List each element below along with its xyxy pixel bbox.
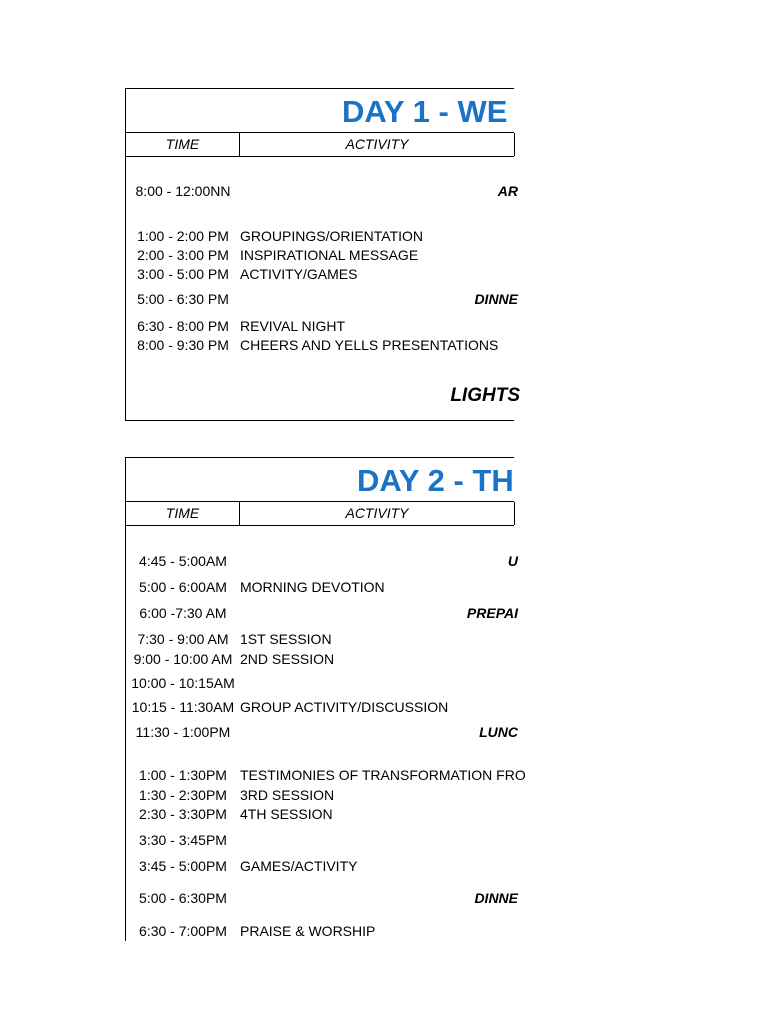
row-time: 8:00 - 9:30 PM bbox=[137, 337, 229, 353]
schedule-row bbox=[126, 890, 518, 908]
row-time: 3:00 - 5:00 PM bbox=[137, 266, 229, 282]
activity-header: ACTIVITY bbox=[240, 133, 515, 156]
schedule-row bbox=[126, 832, 514, 850]
schedule-row bbox=[126, 228, 514, 246]
row-time: 1:00 - 1:30PM bbox=[139, 767, 227, 783]
row-time: 10:00 - 10:15AM bbox=[131, 675, 235, 691]
row-time: 7:30 - 9:00 AM bbox=[137, 631, 229, 647]
schedule-row bbox=[126, 291, 518, 309]
activity-header: ACTIVITY bbox=[240, 502, 515, 525]
row-activity: ACTIVITY/GAMES bbox=[240, 266, 358, 282]
row-activity: MORNING DEVOTION bbox=[240, 579, 385, 595]
row-time: 1:00 - 2:00 PM bbox=[137, 228, 229, 244]
row-activity: 3RD SESSION bbox=[240, 787, 335, 803]
schedule-row bbox=[126, 318, 514, 336]
day1-header-row bbox=[126, 133, 514, 157]
row-time: 2:00 - 3:00 PM bbox=[137, 247, 229, 263]
day2-title: DAY 2 - TH bbox=[357, 463, 514, 498]
row-time: 4:45 - 5:00AM bbox=[139, 553, 227, 569]
row-time: 3:30 - 3:45PM bbox=[139, 832, 227, 848]
row-time: 5:00 - 6:30 PM bbox=[137, 291, 229, 307]
row-time: 2:30 - 3:30PM bbox=[139, 806, 227, 822]
row-activity: INSPIRATIONAL MESSAGE bbox=[240, 247, 419, 263]
day2-schedule bbox=[125, 457, 526, 941]
row-time: 6:30 - 8:00 PM bbox=[137, 318, 229, 334]
schedule-row bbox=[126, 605, 518, 623]
schedule-row bbox=[126, 767, 526, 785]
row-time: 6:30 - 7:00PM bbox=[139, 923, 227, 939]
schedule-row bbox=[126, 266, 514, 284]
row-time: 5:00 - 6:30PM bbox=[139, 890, 227, 906]
row-time: 5:00 - 6:00AM bbox=[139, 579, 227, 595]
schedule-row bbox=[126, 724, 518, 742]
row-time: 10:15 - 11:30AM bbox=[131, 699, 235, 715]
row-activity: GROUPINGS/ORIENTATION bbox=[240, 228, 424, 244]
schedule-row bbox=[126, 651, 514, 669]
day2-header-row bbox=[126, 502, 514, 526]
row-activity: GAMES/ACTIVITY bbox=[240, 858, 358, 874]
row-activity: TESTIMONIES OF TRANSFORMATION FRO bbox=[240, 767, 526, 783]
row-centered-activity: AR bbox=[497, 183, 518, 199]
row-time: 8:00 - 12:00NN bbox=[135, 183, 231, 199]
day1-footer-note: LIGHTS bbox=[450, 385, 520, 406]
schedule-row bbox=[126, 247, 514, 265]
row-activity: 4TH SESSION bbox=[240, 806, 333, 822]
row-centered-activity: PREPAI bbox=[466, 605, 518, 621]
schedule-row bbox=[126, 787, 514, 805]
schedule-row bbox=[126, 183, 518, 201]
time-header: TIME bbox=[126, 133, 240, 156]
schedule-row bbox=[126, 923, 514, 941]
day1-title: DAY 1 - WE bbox=[342, 94, 508, 129]
time-header: TIME bbox=[126, 502, 240, 525]
row-activity: PRAISE & WORSHIP bbox=[240, 923, 376, 939]
schedule-row bbox=[126, 337, 514, 355]
schedule-row bbox=[126, 858, 514, 876]
schedule-row bbox=[126, 675, 514, 693]
day2-title-bar bbox=[126, 458, 514, 502]
row-centered-activity: LUNC bbox=[479, 724, 518, 740]
row-time: 1:30 - 2:30PM bbox=[139, 787, 227, 803]
schedule-row bbox=[126, 631, 514, 649]
row-time: 3:45 - 5:00PM bbox=[139, 858, 227, 874]
row-centered-activity: DINNE bbox=[474, 291, 518, 307]
row-centered-activity: U bbox=[507, 553, 518, 569]
row-time: 9:00 - 10:00 AM bbox=[133, 651, 233, 667]
row-time: 11:30 - 1:00PM bbox=[135, 724, 231, 740]
row-centered-activity: DINNE bbox=[474, 890, 518, 906]
row-activity: 2ND SESSION bbox=[240, 651, 335, 667]
row-activity: REVIVAL NIGHT bbox=[240, 318, 346, 334]
row-time: 6:00 -7:30 AM bbox=[139, 605, 227, 621]
schedule-row bbox=[126, 806, 514, 824]
row-activity: GROUP ACTIVITY/DISCUSSION bbox=[240, 699, 449, 715]
day1-title-bar bbox=[126, 89, 514, 133]
row-activity: 1ST SESSION bbox=[240, 631, 332, 647]
row-activity: CHEERS AND YELLS PRESENTATIONS bbox=[240, 337, 499, 353]
schedule-row bbox=[126, 553, 518, 571]
schedule-row bbox=[126, 699, 514, 717]
day1-schedule bbox=[125, 88, 520, 421]
schedule-row bbox=[126, 579, 514, 597]
